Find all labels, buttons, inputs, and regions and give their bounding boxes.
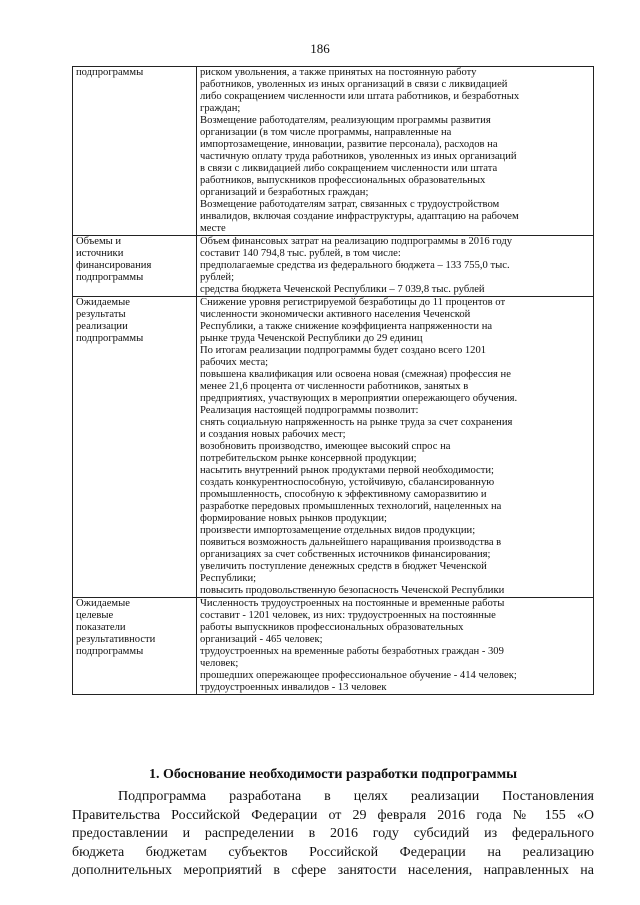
row-content-line: рублей; [200, 272, 235, 283]
page-number: 186 [310, 41, 330, 56]
section-heading: 1. Обоснование необходимости разработки подпрограммы [148, 767, 518, 782]
paragraph-line: Правительства Российской Федерации от 29 февраля 2016 года № 155 «О [72, 807, 594, 823]
row-content-line: произвести импортозамещение отдельных видов продукции; [200, 525, 476, 536]
row-content-line: организациях за счет собственных источников финансирования; [200, 549, 491, 560]
row-content-line: составит - 1201 человек, из них: трудоустроенных на постоянные [200, 610, 496, 621]
row-label-line: источники [76, 248, 124, 259]
row-content-line: составит 140 794,8 тыс. рублей, в том числе: [200, 248, 401, 259]
paragraph-line: дополнительных мероприятий в сфере занятости населения, направленных на [72, 863, 594, 878]
row-content-line: граждан; [200, 103, 241, 114]
row-label-cell [73, 67, 197, 236]
row-label-line: показатели [76, 622, 126, 633]
paragraph-line: бюджета бюджетам субъектов Российской Федерации на реализацию [72, 844, 594, 860]
row-content-line: предприятиях, участвующих в мероприятии опережающего обучения. [200, 393, 518, 404]
table-row [73, 598, 594, 695]
row-content-line: потребительском рынке консервной продукции; [200, 453, 417, 464]
row-content-line: Реализация настоящей подпрограммы позволит: [200, 405, 419, 416]
row-content-line: работников, уволенных из иных организаций в связи с ликвидацией [200, 79, 508, 90]
row-label-line: подпрограммы [76, 333, 144, 344]
row-label-line: реализации [76, 321, 128, 332]
row-content-line: трудоустроенных инвалидов - 13 человек [200, 682, 387, 693]
paragraph-line: Подпрограмма разработана в целях реализации Постановления [118, 789, 594, 804]
row-content-line: насытить внутренний рынок продуктами первой необходимости; [200, 465, 494, 476]
paragraph-line: предоставлении и распределении в 2016 году субсидий из федерального [72, 826, 594, 841]
row-content-line: организаций - 465 человек; [200, 634, 323, 645]
row-label-cell [73, 598, 197, 695]
row-content-line: работников, выпускников профессиональных образовательных [200, 175, 486, 186]
row-content-line: импортозамещение, инновации, развитие персонала), расходов на [200, 139, 498, 150]
subprogram-passport-table [72, 66, 594, 695]
row-content-line: Возмещение работодателям, реализующим программы развития [200, 115, 491, 126]
row-content-line: Численность трудоустроенных на постоянные и временные работы [200, 598, 505, 609]
row-label-cell [73, 236, 197, 297]
row-content-line: человек; [200, 658, 239, 669]
row-content-line: повысить продовольственную безопасность Чеченской Республики [200, 585, 505, 596]
table-row [73, 236, 594, 297]
row-content-line: Республики, а также снижение коэффициента напряженности на [200, 321, 493, 332]
row-content-line: в связи с ликвидацией либо сокращением численности или штата [200, 163, 498, 174]
row-content-line: По итогам реализации подпрограммы будет создано всего 1201 [200, 345, 487, 356]
row-content-line: менее 21,6 процента от численности работников, занятых в [200, 381, 469, 392]
row-content-line: работы выпускников профессиональных образовательных [200, 622, 464, 633]
row-content-line: рабочих места; [200, 357, 269, 368]
row-label-cell [73, 297, 197, 598]
row-label-line: результаты [76, 309, 126, 320]
row-label-line: целевые [76, 610, 114, 621]
row-content-line: частичную оплату труда работников, уволенных из иных организаций [200, 151, 517, 162]
row-content-line: Снижение уровня регистрируемой безработицы до 11 процентов от [200, 297, 506, 308]
row-label-line: результативности [76, 634, 156, 645]
table-row [73, 297, 594, 598]
row-content-line: организации (в том числе программы, направленные на [200, 127, 452, 138]
row-label-line: подпрограммы [76, 646, 144, 657]
row-content-line: Республики; [200, 573, 257, 584]
row-content-line: прошедших опережающее профессиональное обучение - 414 человек; [200, 670, 517, 681]
row-content-line: снять социальную напряженность на рынке труда за счет сохранения [200, 417, 513, 428]
row-content-line: трудоустроенных на временные работы безработных граждан - 309 [200, 646, 504, 657]
row-content-line: возобновить производство, имеющее высокий спрос на [200, 441, 451, 452]
row-content-line: повышена квалификация или освоена новая (смежная) профессия не [200, 369, 511, 380]
row-content-line: увеличить поступление денежных средств в бюджет Чеченской [200, 561, 487, 572]
table-row [73, 67, 594, 236]
row-content-cell [197, 67, 594, 236]
row-content-line: месте [200, 223, 226, 234]
row-content-line: Возмещение работодателям затрат, связанных с трудоустройством [200, 199, 500, 210]
row-label-line: Объемы и [76, 236, 122, 247]
body-paragraph [72, 788, 594, 881]
row-content-line: появиться возможность дальнейшего наращивания производства в [200, 537, 502, 548]
row-content-line: создать конкурентноспособную, устойчивую, сбалансированную [200, 477, 495, 488]
row-content-cell [197, 297, 594, 598]
row-content-line: формирование новых рынков продукции; [200, 513, 387, 524]
row-content-line: промышленность, способную к эффективному саморазвитию и [200, 489, 487, 500]
row-content-line: рынке труда Чеченской Республики до 29 единиц [200, 333, 423, 344]
row-content-line: инвалидов, включая создание инфраструктуры, адаптацию на рабочем [200, 211, 519, 222]
row-content-line: средства бюджета Чеченской Республики – 7 039,8 тыс. рублей [200, 284, 485, 295]
row-label-line: Ожидаемые [76, 598, 130, 609]
row-label-line: подпрограммы [76, 272, 144, 283]
row-content-line: организаций и безработных граждан; [200, 187, 369, 198]
row-content-line: разработке передовых промышленных технологий, нацеленных на [200, 501, 502, 512]
row-content-cell [197, 236, 594, 297]
row-label-line: Ожидаемые [76, 297, 130, 308]
row-content-line: риском увольнения, а также принятых на постоянную работу [200, 67, 477, 78]
row-content-line: предполагаемые средства из федерального бюджета – 133 755,0 тыс. [200, 260, 510, 271]
row-content-line: либо сокращением численности или штата работников, и безработных [200, 91, 520, 102]
row-label-line: финансирования [76, 260, 152, 271]
row-content-cell [197, 598, 594, 695]
row-content-line: численности экономически активного населения Чеченской [200, 309, 471, 320]
row-label-line: подпрограммы [76, 67, 144, 78]
row-content-line: и создания новых рабочих мест; [200, 429, 346, 440]
row-content-line: Объем финансовых затрат на реализацию подпрограммы в 2016 году [200, 236, 513, 247]
